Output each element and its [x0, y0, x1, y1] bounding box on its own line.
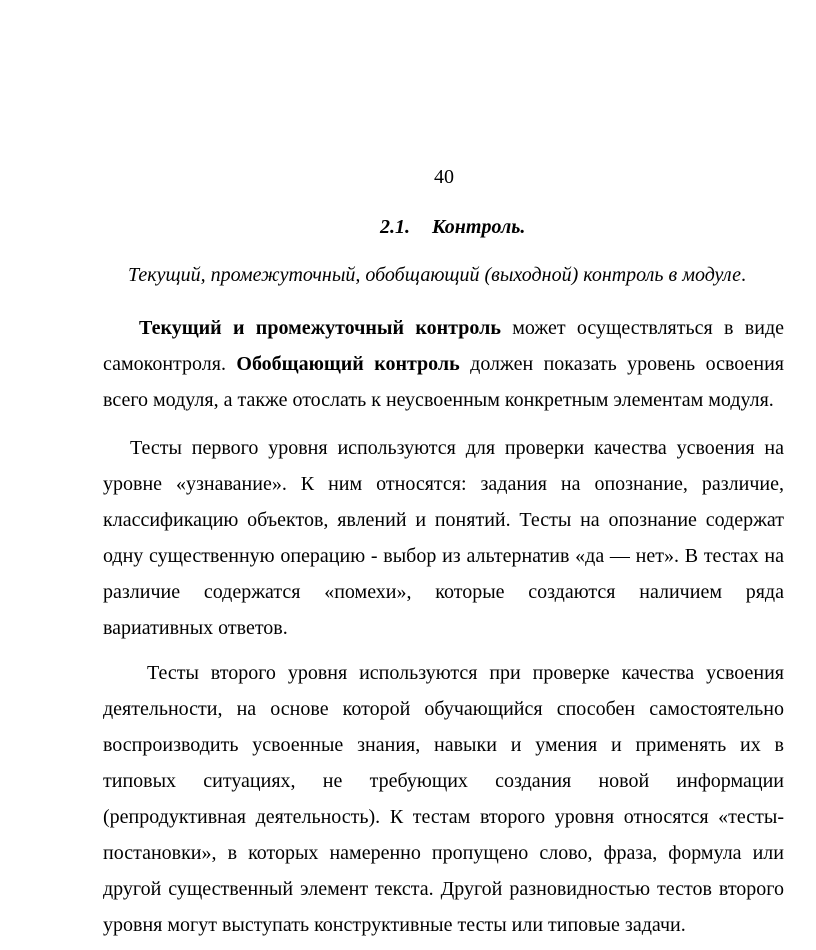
paragraph-line: Тесты первого уровня используются для проверки качества усвоения на [130, 437, 784, 459]
bold-term: Обобщающий контроль [236, 353, 460, 375]
section-subtitle [128, 264, 746, 287]
paragraph-line: одну существенную операцию - выбор из альтернатив «да — нет». В тестах на [103, 545, 784, 567]
paragraph-line: самоконтроля. Обобщающий контроль должен показать уровень освоения [103, 353, 784, 375]
paragraph-line: типовых ситуациях, не требующих создания новой информации [103, 770, 784, 792]
section-number: 2.1. [380, 216, 410, 238]
paragraph-line: другой существенный элемент текста. Другой разновидностью тестов второго [103, 878, 784, 900]
paragraph-line: различие содержатся «помехи», которые создаются наличием ряда [103, 581, 784, 603]
paragraph-line: воспроизводить усвоенные знания, навыки и умения и применять их в [103, 734, 784, 756]
bold-term: Текущий и промежуточный контроль [139, 317, 501, 339]
subtitle-text: Текущий, промежуточный, обобщающий (выходной) контроль в модуле [128, 264, 741, 286]
paragraph-line: вариативных ответов. [103, 617, 288, 639]
page-number: 40 [434, 166, 454, 188]
subtitle-period: . [740, 264, 746, 286]
paragraph-line: Тесты второго уровня используются при проверке качества усвоения [147, 662, 784, 684]
paragraph-line: классификацию объектов, явлений и понятий. Тесты на опознание содержат [103, 509, 784, 531]
paragraph-first-level-tests [103, 430, 784, 646]
paragraph-second-level-tests [103, 655, 784, 943]
paragraph-line: уровне «узнавание». К ним относятся: задания на опознание, различие, [103, 473, 784, 495]
paragraph-line: уровня могут выступать конструктивные тесты или типовые задачи. [103, 914, 686, 936]
section-heading [380, 216, 525, 239]
paragraph-line: Текущий и промежуточный контроль может осуществляться в виде [139, 317, 784, 339]
paragraph-line: постановки», в которых намеренно пропущено слово, фраза, формула или [103, 842, 784, 864]
paragraph-line: деятельности, на основе которой обучающийся способен самостоятельно [103, 698, 784, 720]
section-title: Контроль. [432, 216, 526, 238]
paragraph-line: всего модуля, а также отослать к неусвоенным конкретным элементам модуля. [103, 389, 774, 411]
paragraph-line: (репродуктивная деятельность). К тестам второго уровня относятся «тесты- [103, 806, 784, 828]
paragraph-current-control [103, 310, 784, 418]
